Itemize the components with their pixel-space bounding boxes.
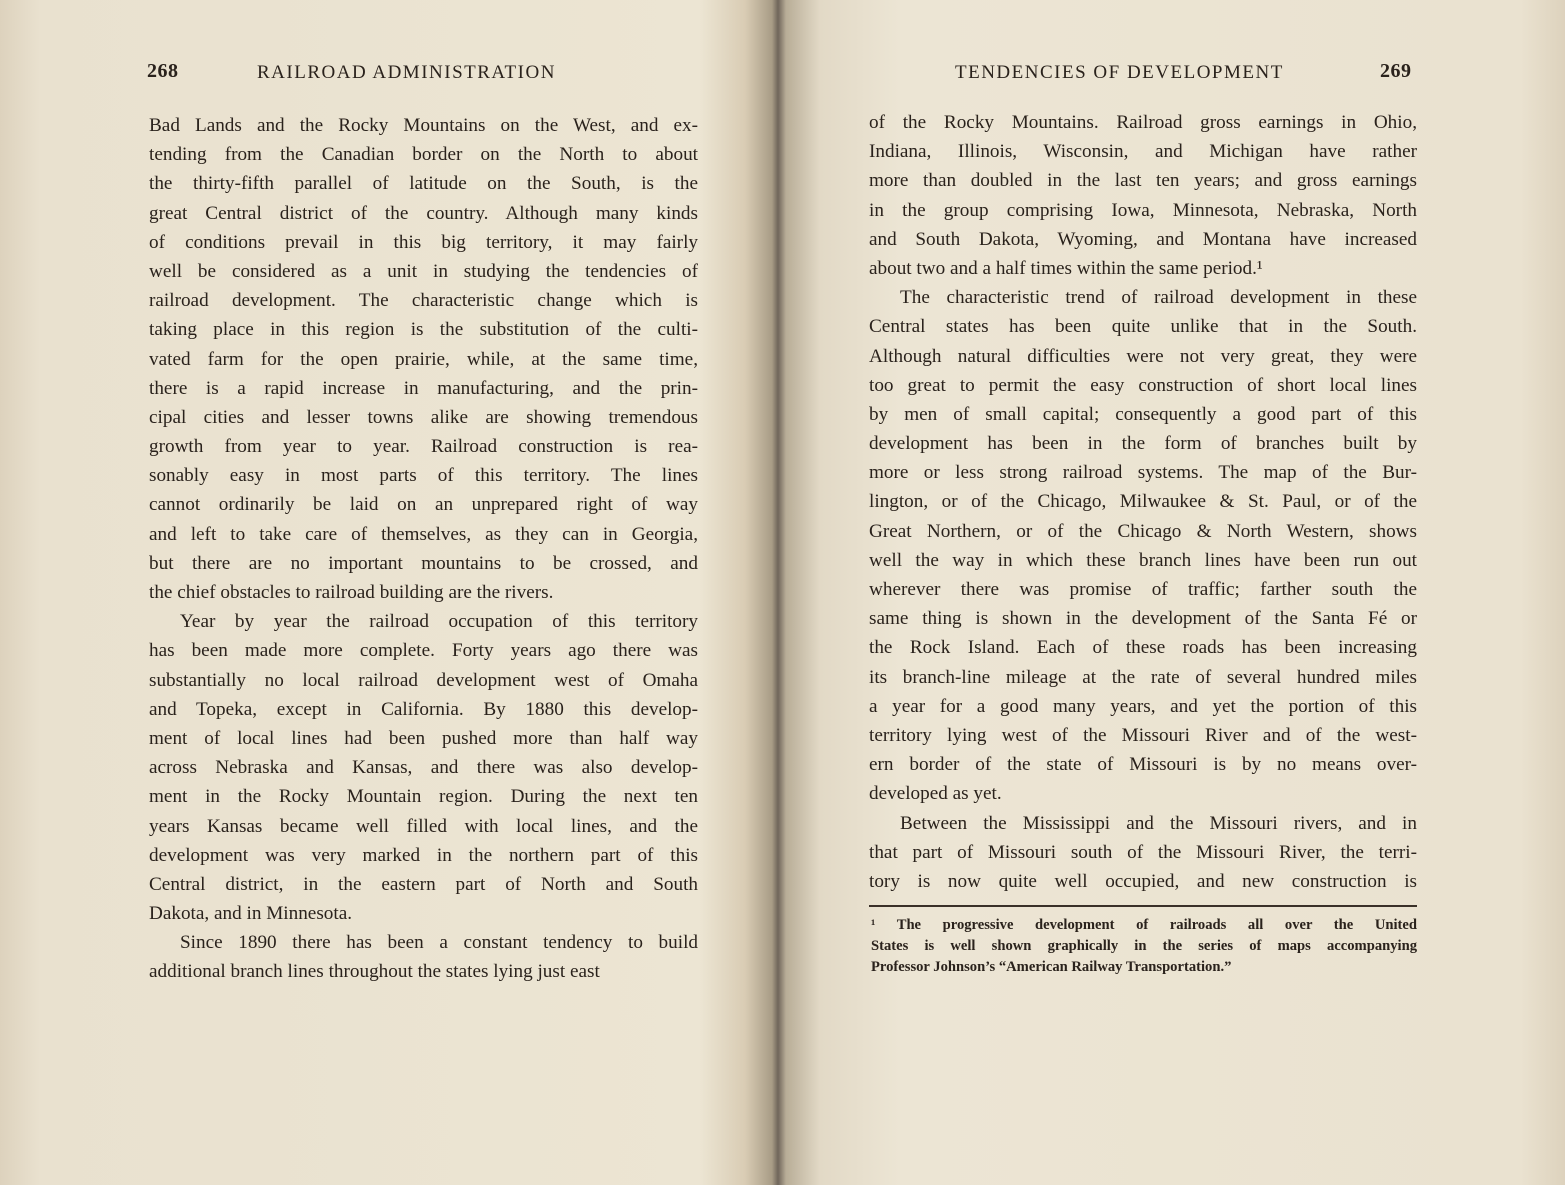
text-line: tending from the Canadian border on the North to about	[149, 144, 698, 166]
text-line: vated farm for the open prairie, while, at the same time,	[149, 348, 698, 370]
text-line: too great to permit the easy construction of short local lines	[869, 374, 1417, 396]
text-line: Although natural difficulties were not very great, they were	[869, 345, 1417, 367]
text-line: the Rock Island. Each of these roads has been increasing	[869, 637, 1417, 659]
footnote-line: Professor Johnson’s “American Railway Transportation.”	[871, 959, 1232, 975]
footnote-line: ¹ The progressive development of railroads all over the United	[871, 917, 1417, 933]
text-line: ment of local lines had been pushed more than half way	[149, 727, 698, 749]
text-line: Central district, in the eastern part of North and South	[149, 873, 698, 895]
text-line: and South Dakota, Wyoming, and Montana have increased	[869, 228, 1417, 250]
text-line: developed as yet.	[869, 783, 1002, 805]
text-line: about two and a half times within the same period.¹	[869, 257, 1263, 279]
text-line: Central states has been quite unlike that in the South.	[869, 316, 1417, 338]
text-line: development has been in the form of branches built by	[869, 433, 1417, 455]
text-line: but there are no important mountains to be crossed, and	[149, 552, 698, 574]
left-page-body	[149, 111, 698, 987]
text-line: The characteristic trend of railroad development in these	[900, 287, 1417, 309]
text-line: has been made more complete. Forty years ago there was	[149, 640, 698, 662]
text-line: tory is now quite well occupied, and new construction is	[869, 870, 1417, 892]
text-line: in the group comprising Iowa, Minnesota, Nebraska, North	[869, 199, 1417, 221]
footnote-rule	[869, 905, 1417, 907]
text-line: railroad development. The characteristic change which is	[149, 290, 698, 312]
text-line: cipal cities and lesser towns alike are showing tremendous	[149, 406, 698, 428]
text-line: well be considered as a unit in studying the tendencies of	[149, 260, 698, 282]
text-line: Indiana, Illinois, Wisconsin, and Michigan have rather	[869, 141, 1417, 163]
text-line: lington, or of the Chicago, Milwaukee & St. Paul, or of the	[869, 491, 1417, 513]
running-head: RAILROAD ADMINISTRATION	[257, 62, 556, 83]
text-line: Year by year the railroad occupation of this territory	[180, 611, 698, 633]
text-line: Bad Lands and the Rocky Mountains on the West, and ex-	[149, 115, 698, 136]
text-line: sonably easy in most parts of this territory. The lines	[149, 465, 698, 487]
text-line: Since 1890 there has been a constant tendency to build	[180, 932, 698, 954]
text-line: substantially no local railroad development west of Omaha	[149, 669, 698, 691]
text-line: wherever there was promise of traffic; farther south the	[869, 579, 1417, 600]
text-line: across Nebraska and Kansas, and there was also develop-	[149, 757, 698, 779]
text-line: and Topeka, except in California. By 1880 this develop-	[149, 698, 698, 720]
text-line: years Kansas became well filled with local lines, and the	[149, 815, 698, 837]
running-head: TENDENCIES OF DEVELOPMENT	[955, 62, 1284, 83]
text-line: Great Northern, or of the Chicago & North Western, shows	[869, 520, 1417, 542]
text-line: territory lying west of the Missouri River and of the west-	[869, 724, 1417, 746]
footnote-line: States is well shown graphically in the series of maps accompanying	[871, 938, 1417, 954]
text-line: of the Rocky Mountains. Railroad gross earnings in Ohio,	[869, 112, 1417, 133]
text-line: the chief obstacles to railroad building are the rivers.	[149, 582, 554, 603]
text-line: of conditions prevail in this big territory, it may fairly	[149, 231, 698, 253]
text-line: more than doubled in the last ten years; and gross earnings	[869, 170, 1417, 192]
text-line: growth from year to year. Railroad construction is rea-	[149, 436, 698, 458]
text-line: the thirty-fifth parallel of latitude on the South, is the	[149, 173, 698, 195]
right-page-body	[869, 108, 1417, 896]
text-line: additional branch lines throughout the states lying just east	[149, 961, 600, 983]
text-line: Dakota, and in Minnesota.	[149, 903, 353, 925]
text-line: a year for a good many years, and yet the portion of this	[869, 695, 1417, 717]
text-line: development was very marked in the northern part of this	[149, 844, 698, 866]
text-line: great Central district of the country. Although many kinds	[149, 202, 698, 224]
text-line: more or less strong railroad systems. The map of the Bur-	[869, 462, 1417, 484]
text-line: cannot ordinarily be laid on an unprepared right of way	[149, 494, 698, 516]
right-page	[782, 0, 1565, 1185]
text-line: its branch-line mileage at the rate of several hundred miles	[869, 666, 1417, 688]
footnote	[871, 915, 1417, 978]
text-line: ern border of the state of Missouri is by no means over-	[869, 754, 1417, 776]
text-line: ment in the Rocky Mountain region. During the next ten	[149, 786, 698, 808]
text-line: Between the Mississippi and the Missouri rivers, and in	[900, 812, 1417, 834]
text-line: that part of Missouri south of the Missouri River, the terri-	[869, 841, 1417, 863]
page-number: 268	[147, 60, 179, 82]
text-line: well the way in which these branch lines have been run out	[869, 549, 1417, 571]
text-line: there is a rapid increase in manufacturing, and the prin-	[149, 377, 698, 399]
left-page	[0, 0, 775, 1185]
text-line: and left to take care of themselves, as they can in Georgia,	[149, 523, 698, 545]
text-line: by men of small capital; consequently a good part of this	[869, 403, 1417, 425]
text-line: same thing is shown in the development of the Santa Fé or	[869, 608, 1417, 630]
text-line: taking place in this region is the substitution of the culti-	[149, 319, 698, 341]
page-number: 269	[1380, 60, 1412, 82]
